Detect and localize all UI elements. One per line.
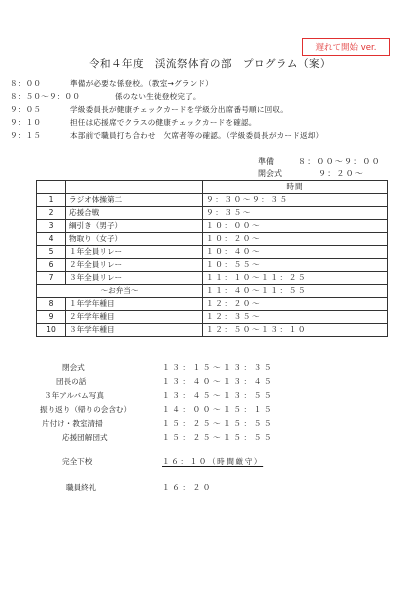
row-event: ２年全員リレー <box>66 259 203 272</box>
schedule-item <box>10 104 288 115</box>
row-time: １０：５５～ <box>203 259 388 272</box>
table-row <box>37 324 388 337</box>
staff-end-time: １６：２０ <box>162 483 213 492</box>
dismissal-time: １６：１０（時間厳守） <box>162 457 264 466</box>
album-photo-time: １３：４５～１３：５５ <box>162 391 275 400</box>
schedule-text: 準備が必要な係登校。（教室→グランド） <box>70 79 214 88</box>
row-time: １１：１０～１１：２５ <box>203 272 388 285</box>
row-time: １０：００～ <box>203 220 388 233</box>
cleanup-label: 片付け・教室清掃 <box>42 419 103 428</box>
closing-ceremony-label: 閉会式 <box>62 363 85 372</box>
header-time-cell: 時間 <box>203 181 388 194</box>
opening-ceremony-time: ９：２０～ <box>318 169 364 178</box>
row-event: ２年学年種目 <box>66 311 203 324</box>
row-number: 9 <box>37 311 66 324</box>
header-event-cell <box>66 181 203 194</box>
schedule-item <box>10 91 201 102</box>
row-time: １２：５０～１３：１０ <box>203 324 388 337</box>
program-table <box>36 180 388 337</box>
opening-ceremony-label: 開会式 <box>258 169 282 178</box>
lunch-row <box>37 285 388 298</box>
row-time: ９：３０～９：３５ <box>203 194 388 207</box>
schedule-item <box>10 78 213 89</box>
lunch-label: ～お弁当～ <box>37 285 203 298</box>
page-title: 令和４年度 渓流祭体育の部 プログラム（案） <box>89 58 331 70</box>
row-event: ３年全員リレー <box>66 272 203 285</box>
row-time: １０：２０～ <box>203 233 388 246</box>
captain-speech-time: １３：４０～１３：４５ <box>162 377 275 386</box>
row-event: 応援合戦 <box>66 207 203 220</box>
schedule-text: 本部前で職員打ち合わせ 欠席者等の確認。（学級委員長がカード返却） <box>70 131 324 140</box>
row-event: ラジオ体操第二 <box>66 194 203 207</box>
row-number: 8 <box>37 298 66 311</box>
row-number: 3 <box>37 220 66 233</box>
schedule-text: 学級委員長が健康チェックカードを学級分出席番号順に回収。 <box>70 105 288 114</box>
prep-label: 準備 <box>258 157 274 166</box>
row-event: 綱引き（男子） <box>66 220 203 233</box>
table-row <box>37 207 388 220</box>
schedule-item <box>10 117 257 128</box>
cheer-squad-disband-label: 応援団解団式 <box>62 433 108 442</box>
schedule-time: ８：５０～９：００ <box>10 92 81 101</box>
table-row <box>37 272 388 285</box>
schedule-time: ９：１０ <box>10 118 42 127</box>
row-number: 2 <box>37 207 66 220</box>
row-time: ９：３５～ <box>203 207 388 220</box>
table-row <box>37 233 388 246</box>
closing-ceremony-time: １３：１５～１３：３５ <box>162 363 275 372</box>
row-number: 1 <box>37 194 66 207</box>
table-row <box>37 194 388 207</box>
row-event: 物取り（女子） <box>66 233 203 246</box>
reflection-time: １４：００～１５：１５ <box>162 405 275 414</box>
reflection-label: 振り返り（帰りの会含む） <box>40 405 132 414</box>
status-stamp: 遅れて開始 ver. <box>302 38 390 56</box>
row-event: １年全員リレー <box>66 246 203 259</box>
row-number: 10 <box>37 324 66 337</box>
table-row <box>37 246 388 259</box>
table-row <box>37 298 388 311</box>
table-row <box>37 220 388 233</box>
row-event: ３年学年種目 <box>66 324 203 337</box>
row-event: １年学年種目 <box>66 298 203 311</box>
cleanup-time: １５：２５～１５：５５ <box>162 419 275 428</box>
header-no-cell <box>37 181 66 194</box>
table-header-row <box>37 181 388 194</box>
captain-speech-label: 団長の話 <box>56 377 87 386</box>
schedule-time: ９：１５ <box>10 131 42 140</box>
schedule-text: 担任は応援席でクラスの健康チェックカードを確認。 <box>70 118 257 127</box>
row-time: １２：３５～ <box>203 311 388 324</box>
table-row <box>37 311 388 324</box>
dismissal-label: 完全下校 <box>62 457 93 466</box>
prep-time: ８：００～９：００ <box>298 157 381 166</box>
row-time: １２：２０～ <box>203 298 388 311</box>
schedule-item <box>10 130 323 141</box>
schedule-time: ９：０５ <box>10 105 42 114</box>
staff-end-label: 職員終礼 <box>66 483 97 492</box>
row-number: 6 <box>37 259 66 272</box>
row-number: 7 <box>37 272 66 285</box>
album-photo-label: ３年アルバム写真 <box>44 391 104 400</box>
cheer-squad-disband-time: １５：２５～１５：５５ <box>162 433 275 442</box>
row-time: １０：４０～ <box>203 246 388 259</box>
row-number: 5 <box>37 246 66 259</box>
schedule-text: 係のない生徒登校完了。 <box>115 92 201 101</box>
row-number: 4 <box>37 233 66 246</box>
table-row <box>37 259 388 272</box>
lunch-time: １１：４０～１１：５５ <box>203 285 388 298</box>
schedule-time: ８：００ <box>10 79 42 88</box>
